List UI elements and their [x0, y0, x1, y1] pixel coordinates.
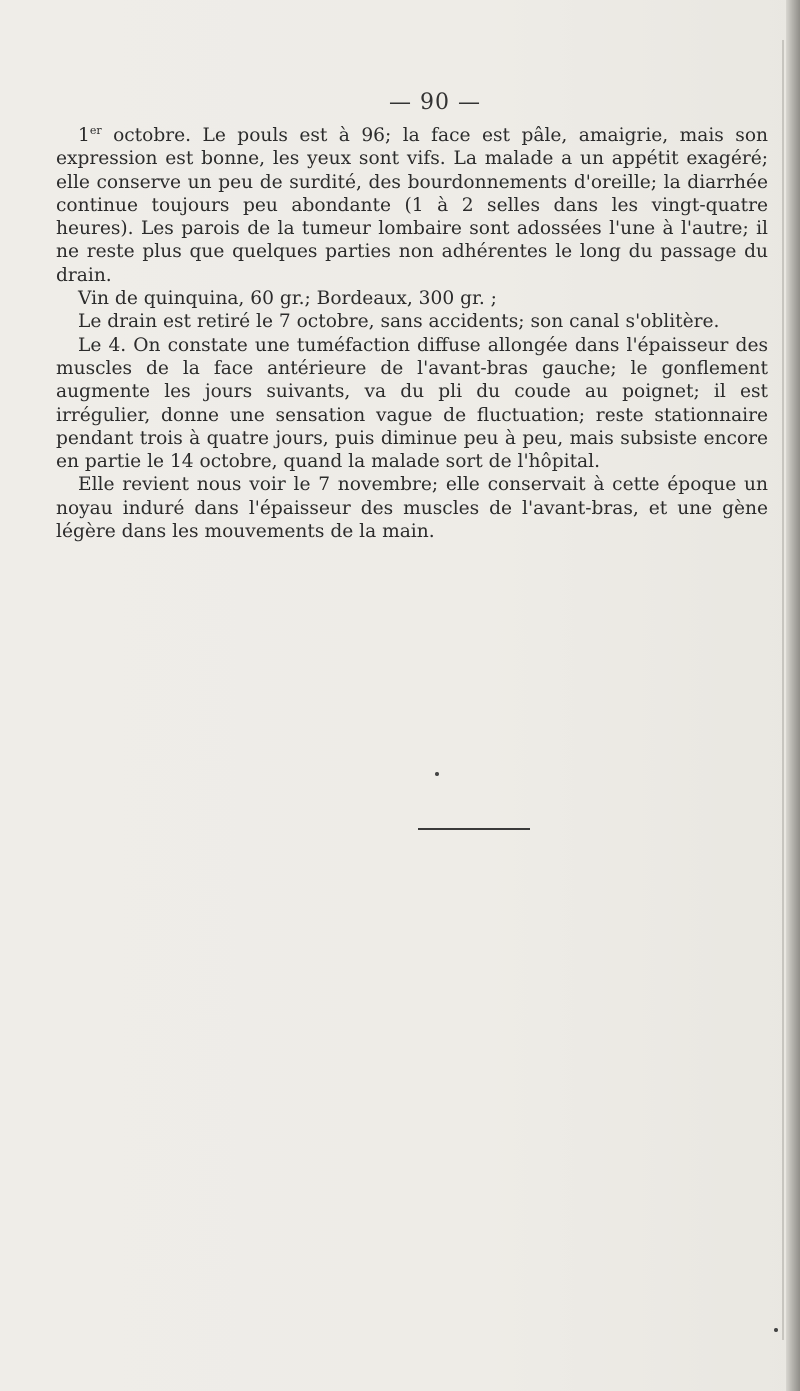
end-rule: [418, 828, 530, 830]
book-edge-shadow: [786, 0, 800, 1391]
page-number: — 90 —: [389, 90, 481, 115]
page-edge-line: [782, 40, 784, 1340]
ink-speck: [774, 1328, 778, 1332]
paragraph-2: Vin de quinquina, 60 gr.; Bordeaux, 300 gr. ;: [78, 288, 497, 310]
ordinal-superscript: er: [89, 123, 102, 137]
paragraph-1: [56, 124, 768, 287]
paragraph-5: Elle revient nous voir le 7 novembre; elle conservait à cette époque un noyau induré dans l'épaisseur des muscles de l'avant-bras, et une gène légère dans les mouvements de la main.: [56, 474, 768, 543]
paragraph-4: Le 4. On constate une tuméfaction diffuse allongée dans l'épaisseur des muscles de la face antérieure de l'avant-bras gauche; le gonflement augmente les jours suivants, va du pli du coude au poignet; il est irrégulier, donne une sensation vague de fluctuation; reste stationnaire pendant trois à quatre jours, puis diminue peu à peu, mais subsiste encore en partie le 14 octobre, quand la malade sort de l'hôpital.: [56, 334, 768, 473]
ink-speck: [435, 772, 439, 776]
paragraph-1-text: octobre. Le pouls est à 96; la face est pâle, amaigrie, mais son expression est bonne, les yeux sont vifs. La malade a un appétit exagéré; elle conserve un peu de surdité, des bourdonnements d'oreille; la diarrhée continue toujours peu abondante (1 à 2 selles dans les vingt-quatre heures). Les parois de la tumeur lombaire sont adossées l'une à l'autre; il ne reste plus que quelques parties non adhérentes le long du passage du drain.: [56, 125, 768, 286]
date-number: 1: [78, 125, 90, 146]
paragraph-3: Le drain est retiré le 7 octobre, sans accidents; son canal s'oblitère.: [78, 311, 720, 333]
body-text: [56, 124, 768, 543]
